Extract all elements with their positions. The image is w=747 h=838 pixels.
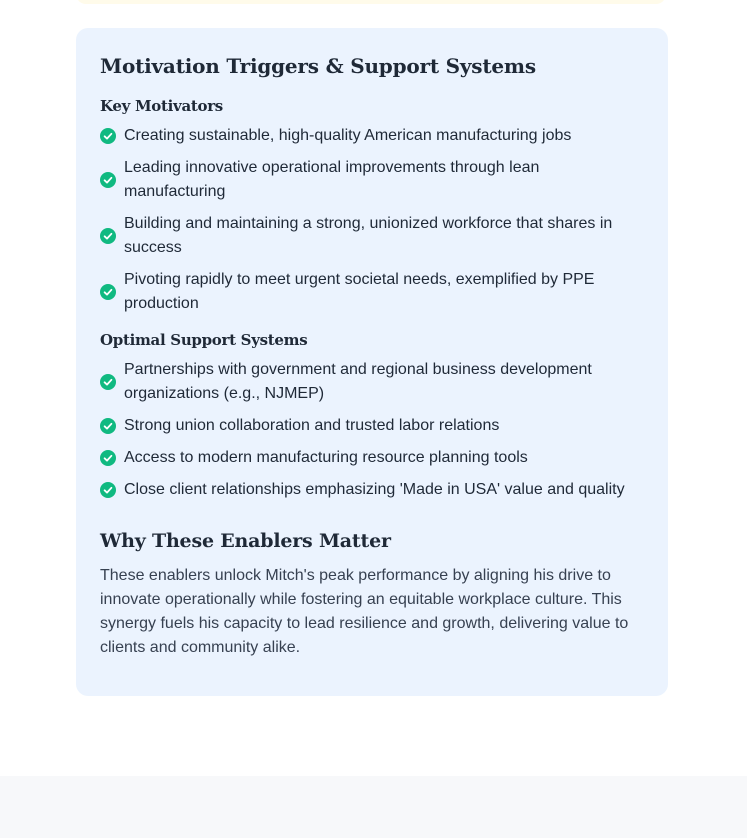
check-circle-icon xyxy=(100,418,116,434)
support-systems-heading: Optimal Support Systems xyxy=(100,331,308,349)
why-paragraph: These enablers unlock Mitch's peak performance by aligning his drive to innovate operationally while fostering an equitable workplace culture. This synergy fuels his capacity to lead resilience and growth, delivering value to clients and community alike. xyxy=(100,567,629,656)
motivation-card xyxy=(76,28,668,696)
list-item-text: Building and maintaining a strong, unionized workforce that shares in success xyxy=(124,215,613,256)
check-circle-icon xyxy=(100,172,116,188)
list-item xyxy=(100,156,644,204)
previous-section-edge xyxy=(76,0,666,4)
list-item xyxy=(100,446,644,470)
list-item-text: Creating sustainable, high-quality American manufacturing jobs xyxy=(124,127,572,144)
list-item xyxy=(100,414,644,438)
list-item-text: Strong union collaboration and trusted labor relations xyxy=(124,417,500,434)
check-circle-icon xyxy=(100,128,116,144)
list-item xyxy=(100,124,644,148)
check-circle-icon xyxy=(100,284,116,300)
key-motivators-heading: Key Motivators xyxy=(100,97,223,115)
check-circle-icon xyxy=(100,374,116,390)
check-circle-icon xyxy=(100,482,116,498)
list-item-text: Leading innovative operational improvements through lean manufacturing xyxy=(124,159,540,200)
list-item xyxy=(100,268,644,316)
list-item-text: Access to modern manufacturing resource planning tools xyxy=(124,449,528,466)
list-item xyxy=(100,358,644,406)
list-item xyxy=(100,212,644,260)
check-circle-icon xyxy=(100,228,116,244)
list-item-text: Partnerships with government and regional business development organizations (e.g., NJMEP) xyxy=(124,361,592,402)
support-systems-list xyxy=(100,358,644,502)
key-motivators-list xyxy=(100,124,644,316)
list-item xyxy=(100,478,644,502)
why-heading: Why These Enablers Matter xyxy=(100,530,391,552)
footer-band xyxy=(0,776,747,838)
check-circle-icon xyxy=(100,450,116,466)
list-item-text: Pivoting rapidly to meet urgent societal needs, exemplified by PPE production xyxy=(124,271,595,312)
list-item-text: Close client relationships emphasizing 'Made in USA' value and quality xyxy=(124,481,625,498)
card-title: Motivation Triggers & Support Systems xyxy=(100,54,536,78)
